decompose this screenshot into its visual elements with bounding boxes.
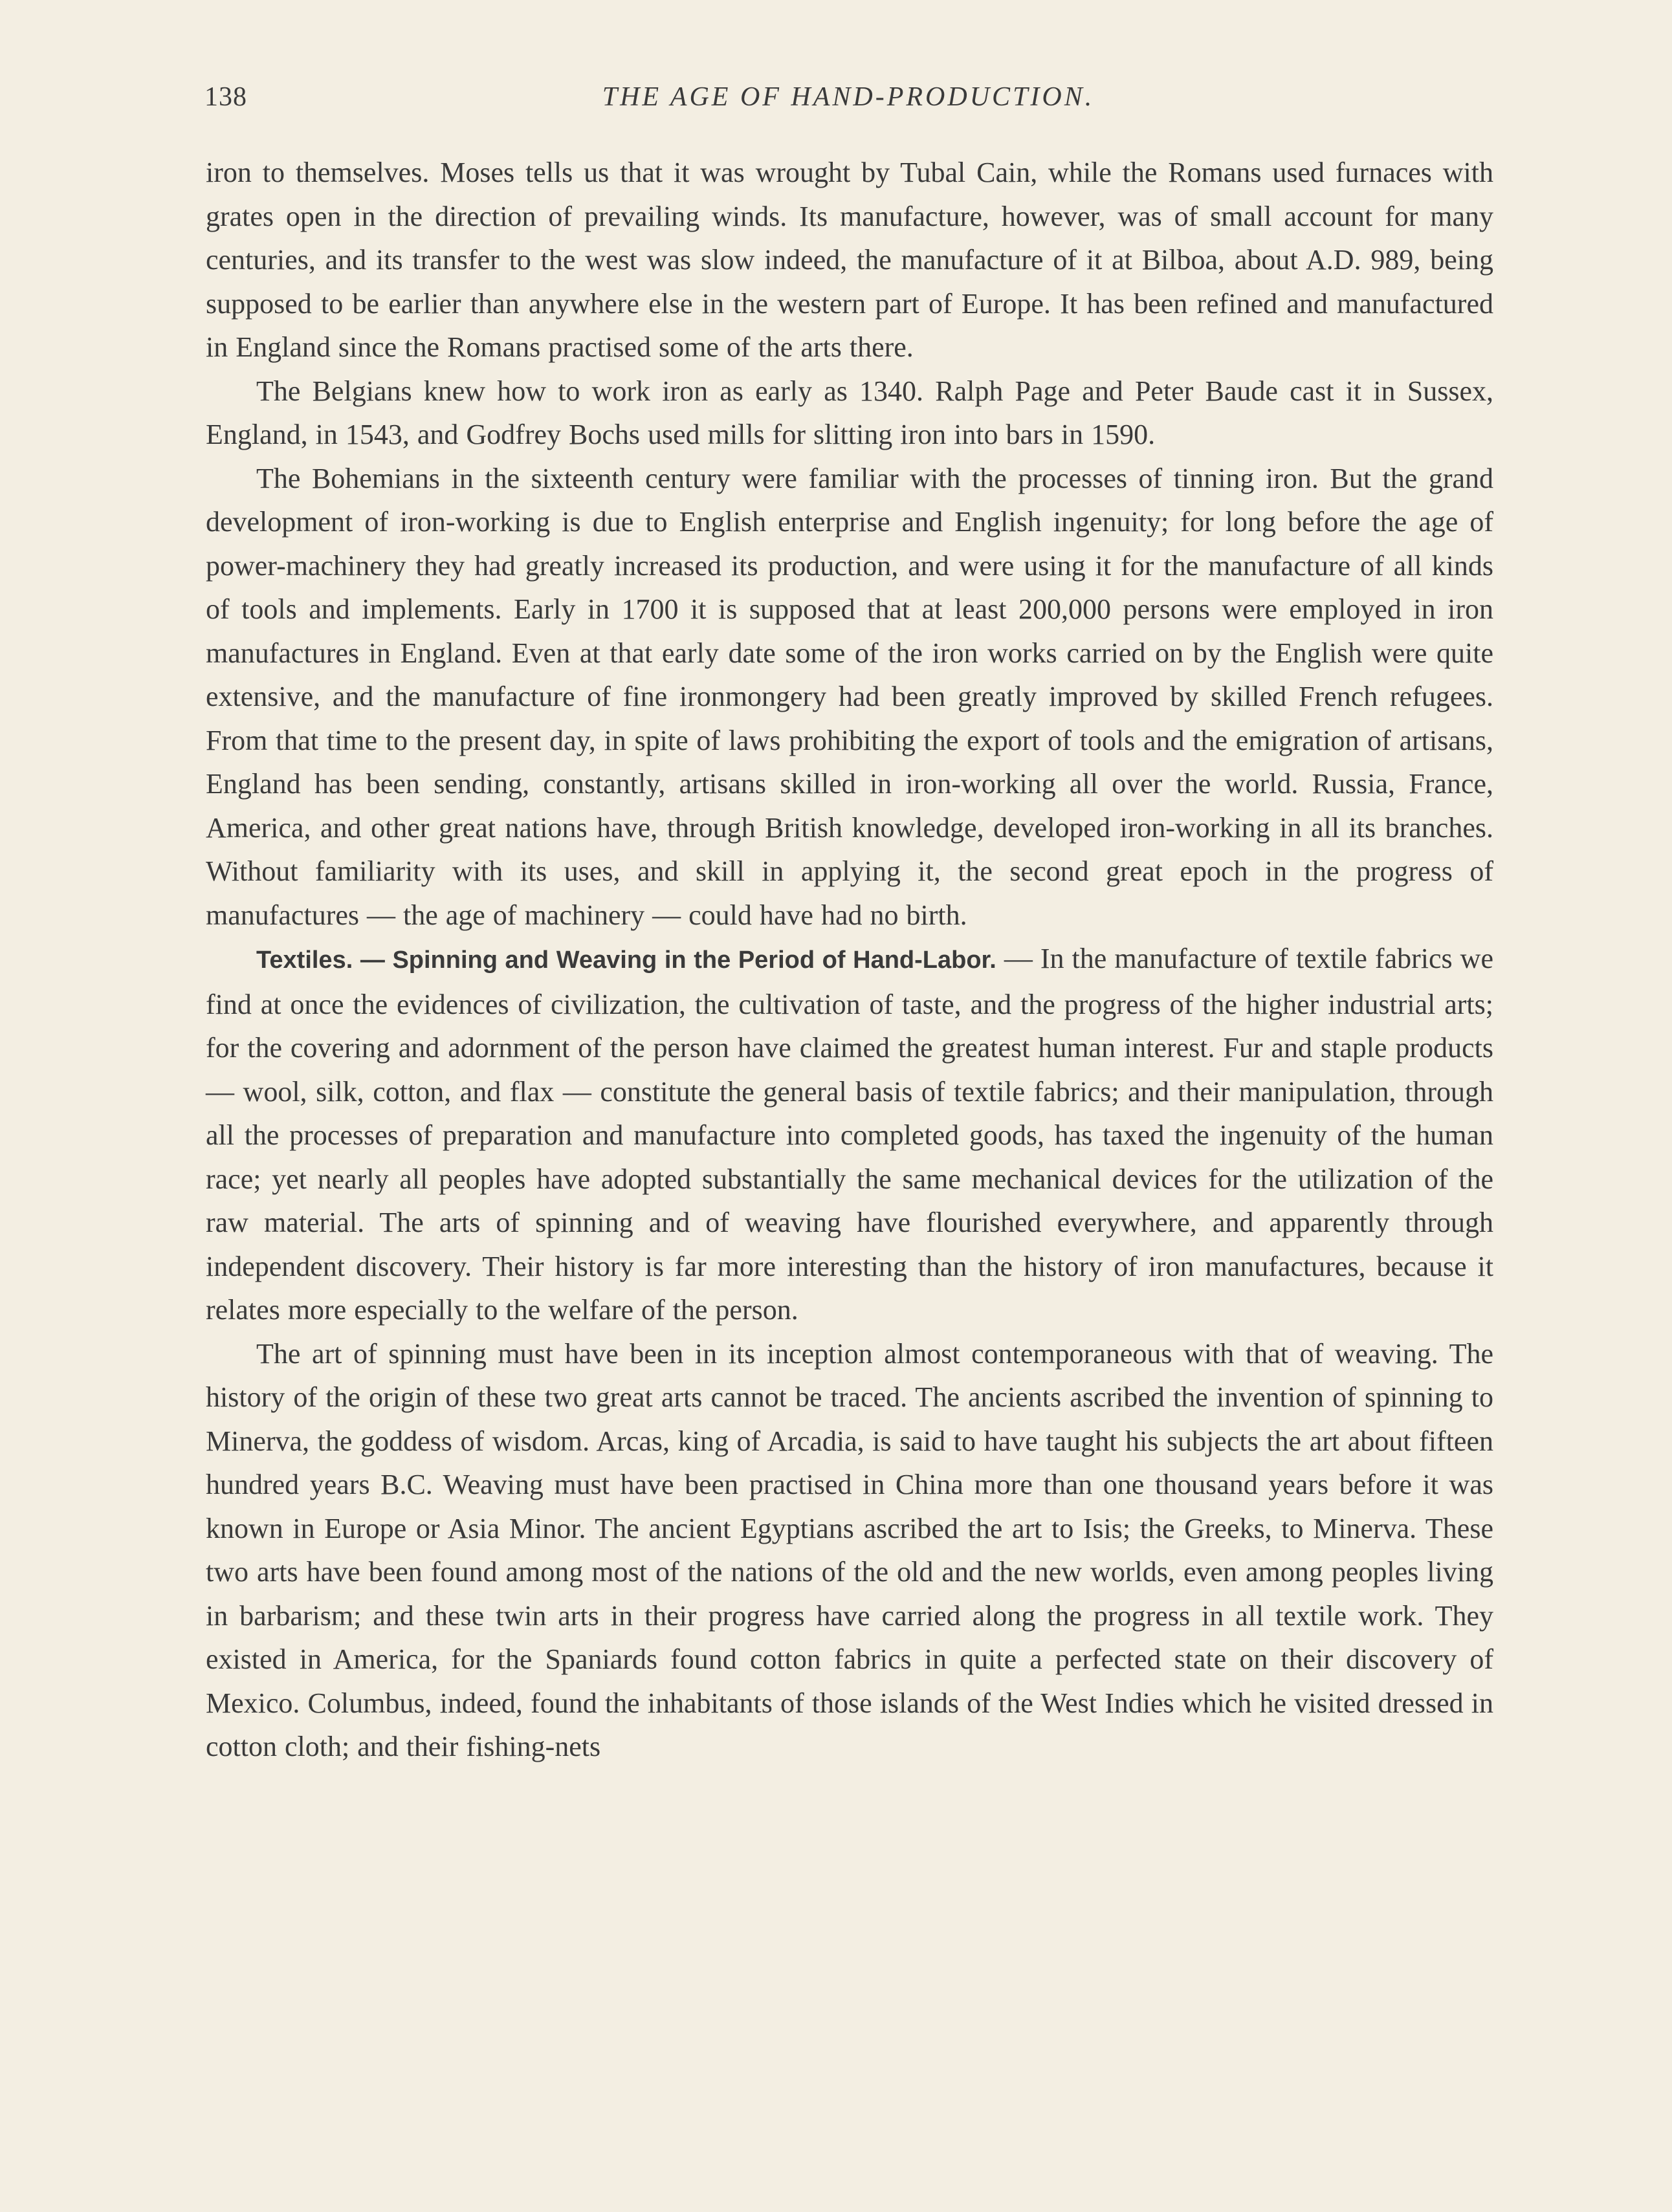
page-header: [204, 82, 1492, 120]
paragraph: [206, 457, 1493, 937]
body-text: [206, 151, 1493, 1769]
running-title: THE AGE OF HAND-PRODUCTION.: [602, 82, 1095, 112]
paragraph: [206, 937, 1493, 1332]
paragraph-text: The Belgians knew how to work iron as early as 1340. Ralph Page and Peter Baude cast it in Sussex, England, in 1543, and Godfrey Bochs used mills for slitting iron into bars in 1590.: [206, 375, 1493, 450]
paragraph-text: The Bohemians in the sixteenth century were familiar with the processes of tinning iron. But the grand development of iron-working is due to English enterprise and English ingenuity; for long before the age of power-machinery they had greatly increased its production, and were using it for the manufacture of all kinds of tools and implements. Early in 1700 it is supposed that at least 200,000 persons were employed in iron manufactures in England. Even at that early date some of the iron works carried on by the English were quite extensive, and the manufacture of fine ironmongery had been greatly improved by skilled French refugees. From that time to the present day, in spite of laws prohibiting the export of tools and the emigration of artisans, England has been sending, constantly, artisans skilled in iron-working all over the world. Russia, France, America, and other great nations have, through British knowledge, developed iron-working in all its branches. Without familiarity with its uses, and skill in applying it, the second great epoch in the progress of manufactures — the age of machinery — could have had no birth.: [206, 462, 1493, 931]
paragraph: [206, 1332, 1493, 1769]
paragraph: [206, 151, 1493, 369]
page-number: 138: [204, 82, 247, 112]
paragraph-text: — In the manufacture of textile fabrics we find at once the evidences of civilization, the cultivation of taste, and the progress of the higher industrial arts; for the covering and adornment of the person have claimed the greatest human interest. Fur and staple products — wool, silk, cotton, and flax — constitute the general basis of textile fabrics; and their manipulation, through all the processes of preparation and manufacture into completed goods, has taxed the ingenuity of the human race; yet nearly all peoples have adopted substantially the same mechanical devices for the utilization of the raw material. The arts of spinning and of weaving have flourished everywhere, and apparently through independent discovery. Their history is far more interesting than the history of iron manufactures, because it relates more especially to the welfare of the person.: [206, 943, 1493, 1326]
section-heading: Textiles. — Spinning and Weaving in the Period of Hand-Labor.: [256, 947, 996, 974]
paragraph-text: The art of spinning must have been in its inception almost contemporaneous with that of weaving. The history of the origin of these two great arts cannot be traced. The ancients ascribed the invention of spinning to Minerva, the goddess of wisdom. Arcas, king of Arcadia, is said to have taught his subjects the art about fifteen hundred years B.C. Weaving must have been practised in China more than one thousand years before it was known in Europe or Asia Minor. The ancient Egyptians ascribed the art to Isis; the Greeks, to Minerva. These two arts have been found among most of the nations of the old and the new worlds, even among peoples living in barbarism; and these twin arts in their progress have carried along the progress in all textile work. They existed in America, for the Spaniards found cotton fabrics in quite a perfected state on their discovery of Mexico. Columbus, indeed, found the inhabitants of those islands of the West Indies which he visited dressed in cotton cloth; and their fishing-nets: [206, 1337, 1493, 1762]
paragraph: [206, 369, 1493, 457]
paragraph-text: iron to themselves. Moses tells us that it was wrought by Tubal Cain, while the Romans used furnaces with grates open in the direction of prevailing winds. Its manufacture, however, was of small account for many centuries, and its transfer to the west was slow indeed, the manufacture of it at Bilboa, about A.D. 989, being supposed to be earlier than anywhere else in the western part of Europe. It has been refined and manufactured in England since the Romans practised some of the arts there.: [206, 157, 1493, 363]
